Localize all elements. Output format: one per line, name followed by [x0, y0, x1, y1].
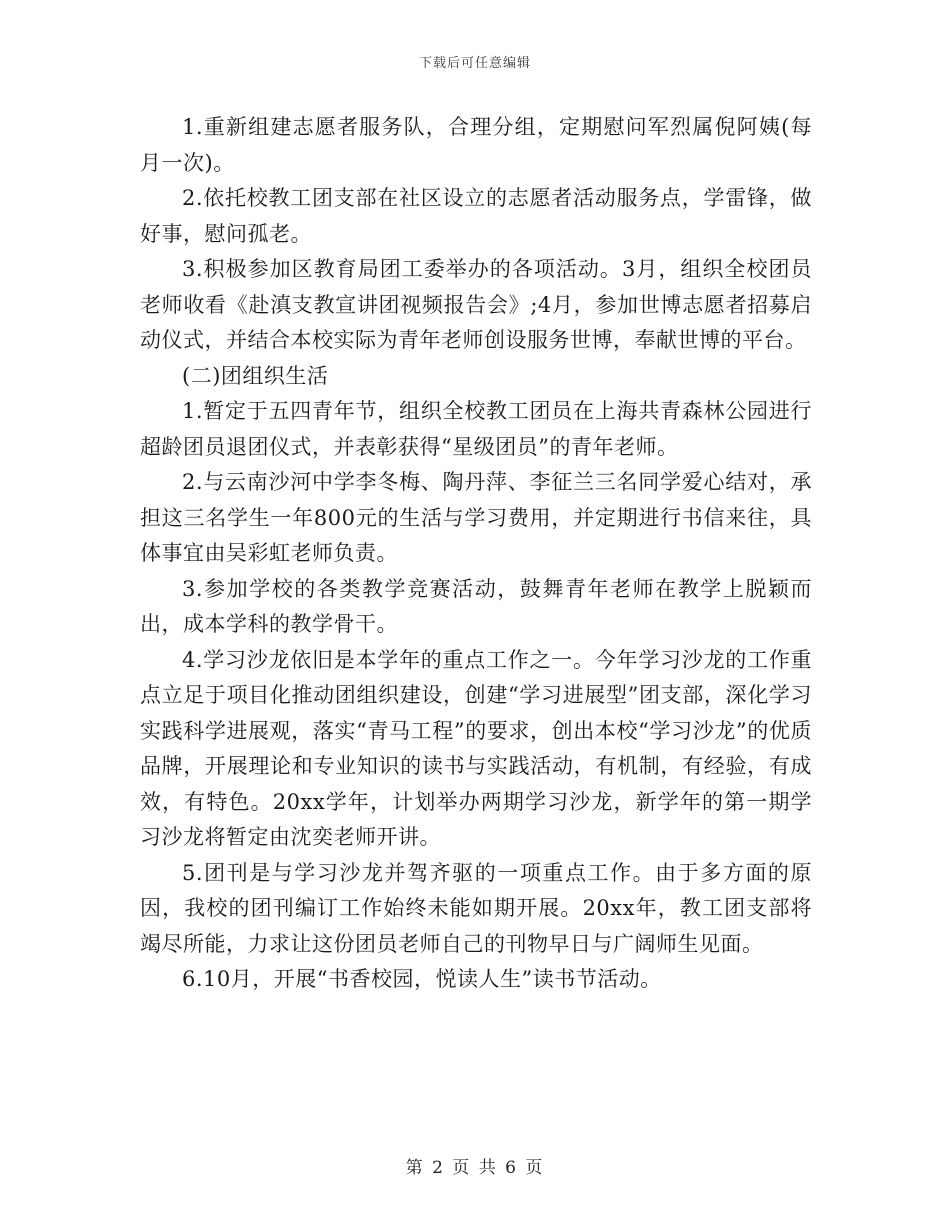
paragraph: 3.参加学校的各类教学竞赛活动，鼓舞青年老师在教学上脱颖而出，成本学科的教学骨干。 [140, 576, 812, 636]
document-body [140, 110, 812, 998]
paragraph: 3.积极参加区教育局团工委举办的各项活动。3月，组织全校团员老师收看《赴滇支教宣讲团视频报告会》;4月，参加世博志愿者招募启动仪式，并结合本校实际为青年老师创设服务世博，奉献世博的平台。 [140, 257, 812, 352]
paragraph: 1.暂定于五四青年节，组织全校教工团员在上海共青森林公园进行超龄团员退团仪式，并表彰获得“星级团员”的青年老师。 [140, 399, 812, 459]
paragraph: 5.团刊是与学习沙龙并驾齐驱的一项重点工作。由于多方面的原因，我校的团刊编订工作始终未能如期开展。20xx年，教工团支部将竭尽所能，力求让这份团员老师自己的刊物早日与广阔师生见面。 [140, 860, 812, 956]
section-heading: (二)团组织生活 [182, 363, 329, 388]
paragraph: 4.学习沙龙依旧是本学年的重点工作之一。今年学习沙龙的工作重点立足于项目化推动团组织建设，创建“学习进展型”团支部，深化学习实践科学进展观，落实“青马工程”的要求，创出本校“学习沙龙”的优质品牌，开展理论和专业知识的读书与实践活动，有机制，有经验，有成效，有特色。20xx学年，计划举办两期学习沙龙，新学年的第一期学习沙龙将暂定由沈奕老师开讲。 [140, 647, 812, 849]
paragraph: 2.依托校教工团支部在社区设立的志愿者活动服务点，学雷锋，做好事，慰问孤老。 [140, 186, 812, 246]
paragraph: 2.与云南沙河中学李冬梅、陶丹萍、李征兰三名同学爱心结对，承担这三名学生一年800元的生活与学习费用，并定期进行书信来往，具体事宜由吴彩虹老师负责。 [140, 470, 812, 565]
paragraph: 1.重新组建志愿者服务队，合理分组，定期慰问军烈属倪阿姨(每月一次)。 [140, 115, 812, 175]
paragraph: 6.10月，开展“书香校园，悦读人生”读书节活动。 [182, 967, 662, 991]
page-number: 第 2 页 共 6 页 [405, 1158, 545, 1178]
page-header: 下载后可任意编辑 [418, 56, 531, 71]
